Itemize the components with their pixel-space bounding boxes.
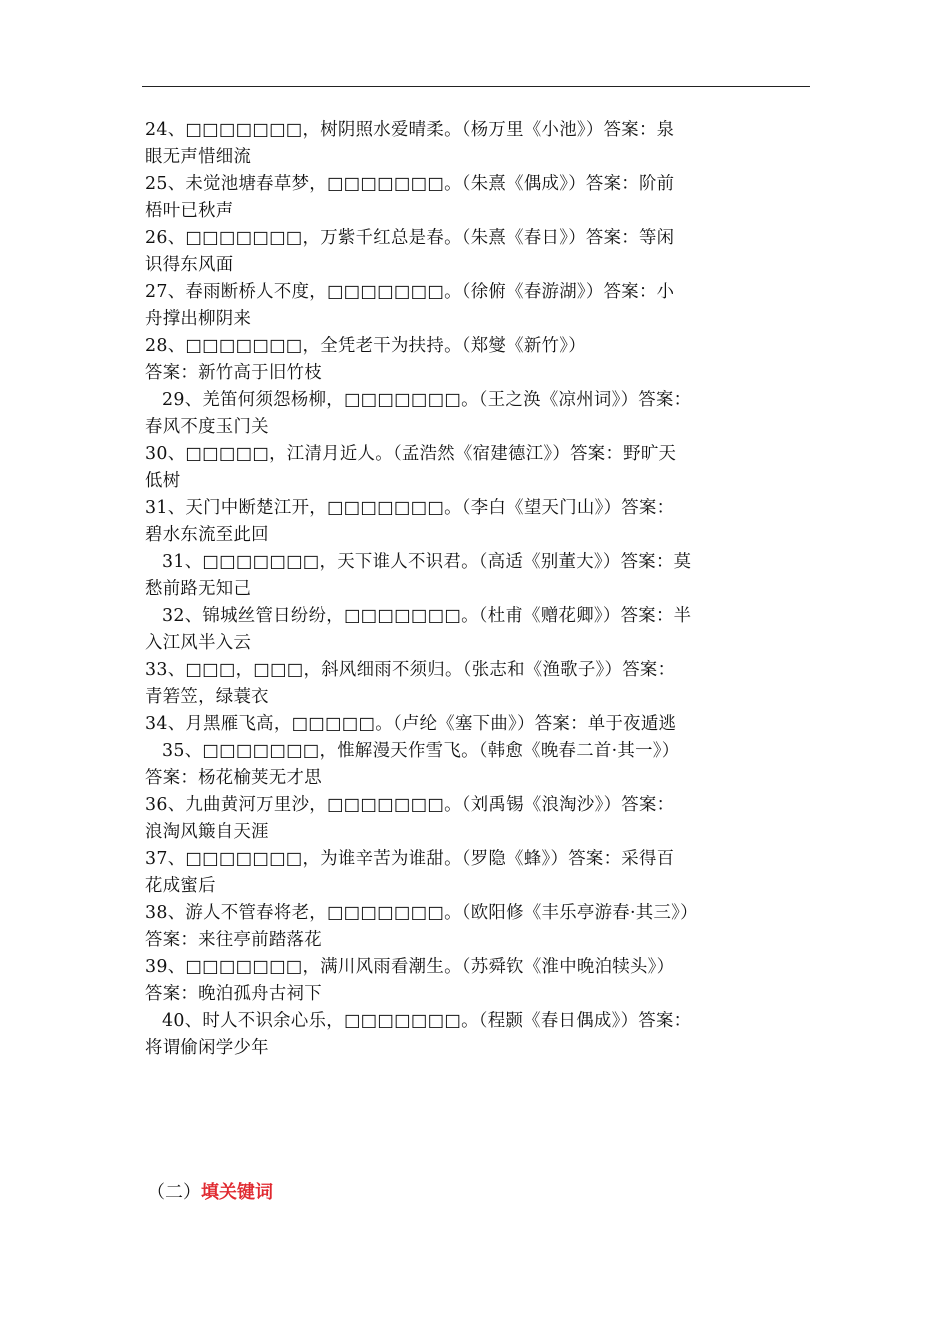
text-line: 39、□□□□□□□，满川风雨看潮生。（苏舜钦《淮中晚泊犊头》） bbox=[145, 957, 675, 977]
text-line: 眼无声惜细流 bbox=[145, 147, 252, 167]
text-line: 27、春雨断桥人不度，□□□□□□□。（徐俯《春游湖》）答案：小 bbox=[145, 282, 675, 302]
text-line: 26、□□□□□□□，万紫千红总是春。（朱熹《春日》）答案：等闲 bbox=[145, 228, 675, 248]
text-line: 愁前路无知己 bbox=[145, 579, 252, 599]
text-line: 31、天门中断楚江开，□□□□□□□。（李白《望天门山》）答案： bbox=[145, 498, 675, 518]
text-line: 碧水东流至此回 bbox=[145, 525, 269, 545]
section-heading bbox=[147, 1178, 273, 1204]
text-line: 38、游人不管春将老，□□□□□□□。（欧阳修《丰乐亭游春·其三》） bbox=[145, 903, 698, 923]
text-line: 28、□□□□□□□，全凭老干为扶持。（郑燮《新竹》） bbox=[145, 336, 586, 356]
text-line: 30、□□□□□，江清月近人。（孟浩然《宿建德江》）答案：野旷天 bbox=[145, 444, 677, 464]
header-rule bbox=[142, 86, 810, 87]
text-line: 青箬笠，绿蓑衣 bbox=[145, 687, 269, 707]
text-line: 40、时人不识余心乐，□□□□□□□。（程颢《春日偶成》）答案： bbox=[162, 1011, 692, 1031]
text-line: 33、□□□，□□□，斜风细雨不须归。（张志和《渔歌子》）答案： bbox=[145, 660, 676, 680]
text-line: 35、□□□□□□□，惟解漫天作雪飞。（韩愈《晚春二首·其一》） bbox=[162, 741, 680, 761]
text-line: 梧叶已秋声 bbox=[145, 201, 234, 221]
text-line: 31、□□□□□□□，天下谁人不识君。（高适《别董大》）答案：莫 bbox=[162, 552, 692, 572]
text-line: 25、未觉池塘春草梦，□□□□□□□。（朱熹《偶成》）答案：阶前 bbox=[145, 174, 675, 194]
text-line: 34、月黑雁飞高，□□□□□。（卢纶《塞下曲》）答案：单于夜遁逃 bbox=[145, 714, 677, 734]
section-number: （二） bbox=[147, 1182, 201, 1203]
text-line: 答案：来往亭前踏落花 bbox=[145, 930, 322, 950]
text-line: 入江风半入云 bbox=[145, 633, 252, 653]
text-line: 答案：晚泊孤舟古祠下 bbox=[145, 984, 322, 1004]
text-line: 将谓偷闲学少年 bbox=[145, 1038, 269, 1058]
text-line: 答案：杨花榆荚无才思 bbox=[145, 768, 322, 788]
text-line: 37、□□□□□□□，为谁辛苦为谁甜。（罗隐《蜂》）答案：采得百 bbox=[145, 849, 675, 869]
text-line: 低树 bbox=[145, 471, 181, 491]
text-line: 浪淘风簸自天涯 bbox=[145, 822, 269, 842]
text-line: 花成蜜后 bbox=[145, 876, 216, 896]
text-line: 32、锦城丝管日纷纷，□□□□□□□。（杜甫《赠花卿》）答案：半 bbox=[162, 606, 692, 626]
text-line: 36、九曲黄河万里沙，□□□□□□□。（刘禹锡《浪淘沙》）答案： bbox=[145, 795, 675, 815]
question-list bbox=[145, 117, 810, 1062]
text-line: 29、羌笛何须怨杨柳，□□□□□□□。（王之涣《凉州词》）答案： bbox=[162, 390, 692, 410]
text-line: 24、□□□□□□□，树阴照水爱晴柔。（杨万里《小池》）答案：泉 bbox=[145, 120, 675, 140]
text-line: 舟撑出柳阴来 bbox=[145, 309, 252, 329]
text-line: 识得东风面 bbox=[145, 255, 234, 275]
section-title: 填关键词 bbox=[201, 1182, 273, 1203]
text-line: 春风不度玉门关 bbox=[145, 417, 269, 437]
text-line: 答案：新竹高于旧竹枝 bbox=[145, 363, 322, 383]
